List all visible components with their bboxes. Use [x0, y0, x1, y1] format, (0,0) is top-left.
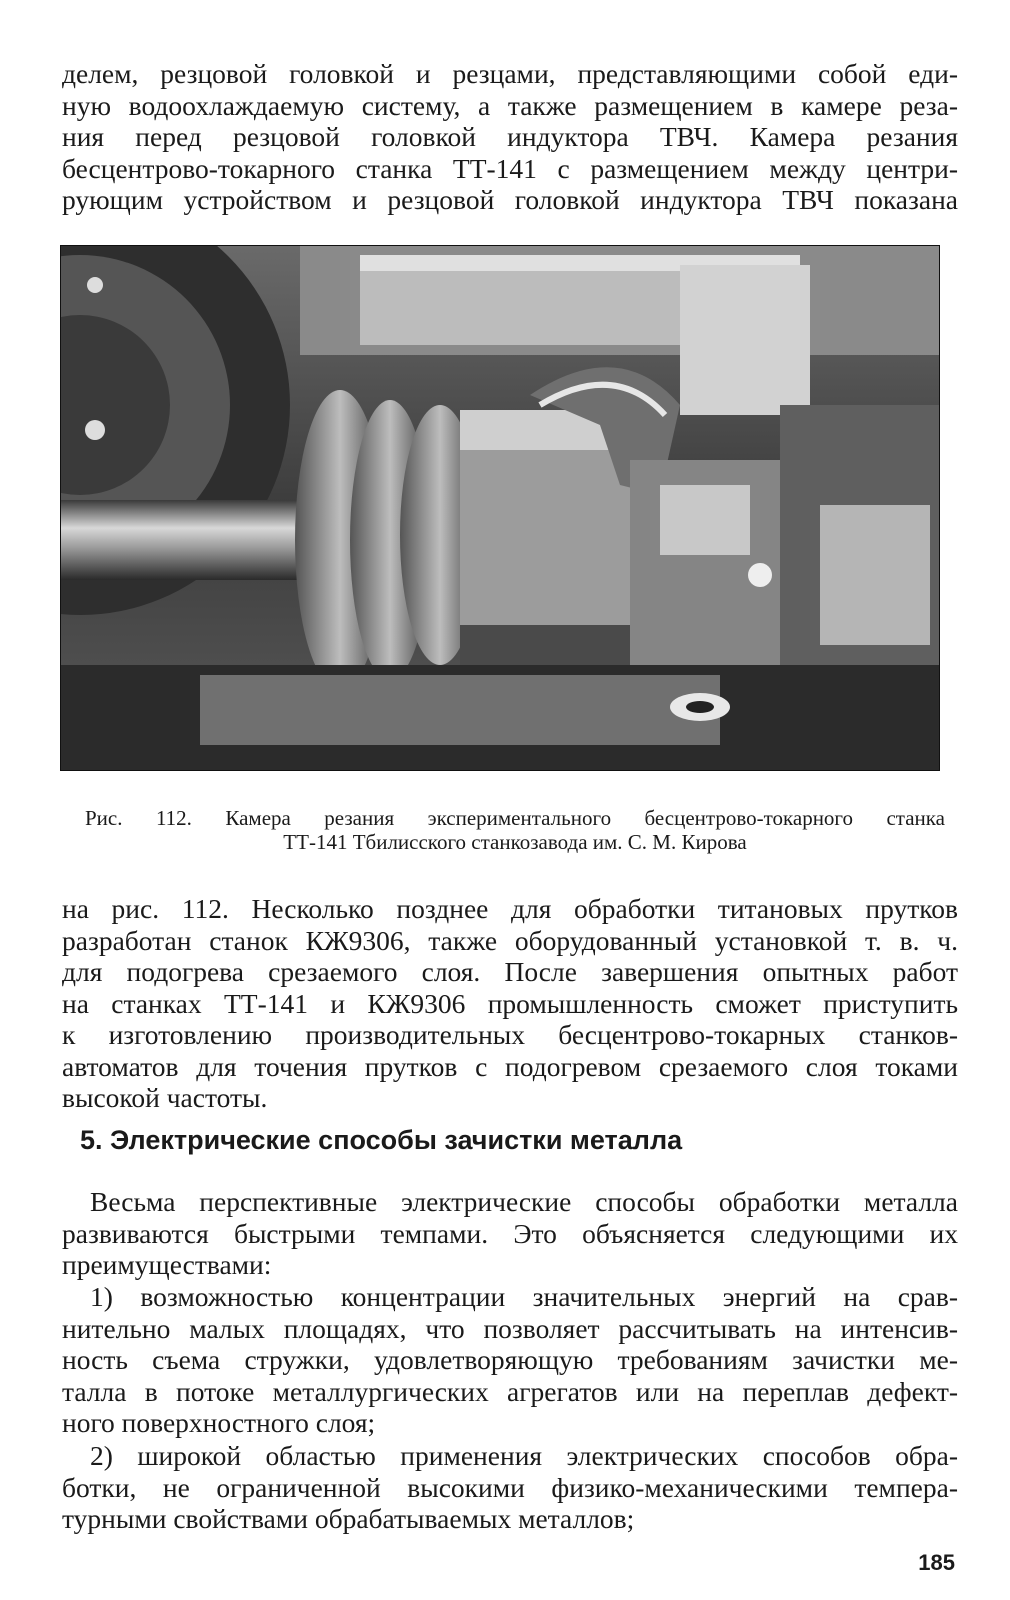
caption-line: Рис. 112. Камера резания экспериментального бесцентрово-токарного станка	[85, 806, 945, 830]
text-line: на рис. 112. Несколько позднее для обработки титановых прутков	[62, 893, 958, 924]
text-line: для подогрева срезаемого слоя. После завершения опытных работ	[62, 956, 958, 987]
section-heading: 5. Электрические способы зачистки металла	[80, 1125, 683, 1155]
text-line: к изготовлению производительных бесцентрово-токарных станков-	[62, 1019, 958, 1050]
text-line: на станках ТТ-141 и КЖ9306 промышленность сможет приступить	[62, 987, 958, 1019]
paragraph-top	[62, 58, 958, 216]
text-line: ность съема стружки, удовлетворяющую требованиям зачистки ме-	[62, 1344, 958, 1375]
text-line: 2) широкой областью применения электрических способов обра-	[90, 1440, 958, 1471]
list-item-2	[62, 1440, 958, 1535]
text-line: ботки, не ограниченной высокими физико-механическими темпера-	[62, 1471, 958, 1503]
text-line: ную водоохлаждаемую систему, а также размещением в камере реза-	[62, 89, 958, 121]
text-line: ния перед резцовой головкой индуктора ТВЧ. Камера резания	[62, 121, 958, 152]
text-line: 1) возможностью концентрации значительных энергий на срав-	[90, 1281, 958, 1312]
text-line: делем, резцовой головкой и резцами, представляющими собой еди-	[62, 58, 958, 89]
paragraph-after-figure	[62, 893, 958, 1114]
paragraph-section-intro	[62, 1186, 958, 1281]
text-line: высокой частоты.	[62, 1082, 268, 1113]
text-line: Весьма перспективные электрические способы обработки металла	[90, 1186, 958, 1217]
text-line: развиваются быстрыми темпами. Это объясняется следующими их	[62, 1217, 958, 1249]
list-item-1	[62, 1281, 958, 1439]
text-line: разработан станок КЖ9306, также оборудованный установкой т. в. ч.	[62, 924, 958, 956]
text-line: талла в потоке металлургических агрегатов или на переплав дефект-	[62, 1375, 958, 1407]
text-line: ного поверхностного слоя;	[62, 1407, 376, 1438]
text-line: преимуществами:	[62, 1249, 272, 1280]
text-line: нительно малых площадях, что позволяет рассчитывать на интенсив-	[62, 1312, 958, 1344]
text-line: бесцентрово-токарного станка ТТ-141 с размещением между центри-	[62, 152, 958, 184]
caption-line: ТТ-141 Тбилисского станкозавода им. С. М. Кирова	[283, 830, 747, 854]
figure-caption	[85, 806, 945, 854]
text-line: турными свойствами обрабатываемых металлов;	[62, 1503, 635, 1534]
text-line: автоматов для точения прутков с подогревом срезаемого слоя токами	[62, 1050, 958, 1082]
figure-photo	[60, 245, 940, 771]
page-number: 185	[918, 1550, 955, 1575]
text-line: рующим устройством и резцовой головкой индуктора ТВЧ показана	[62, 184, 958, 215]
